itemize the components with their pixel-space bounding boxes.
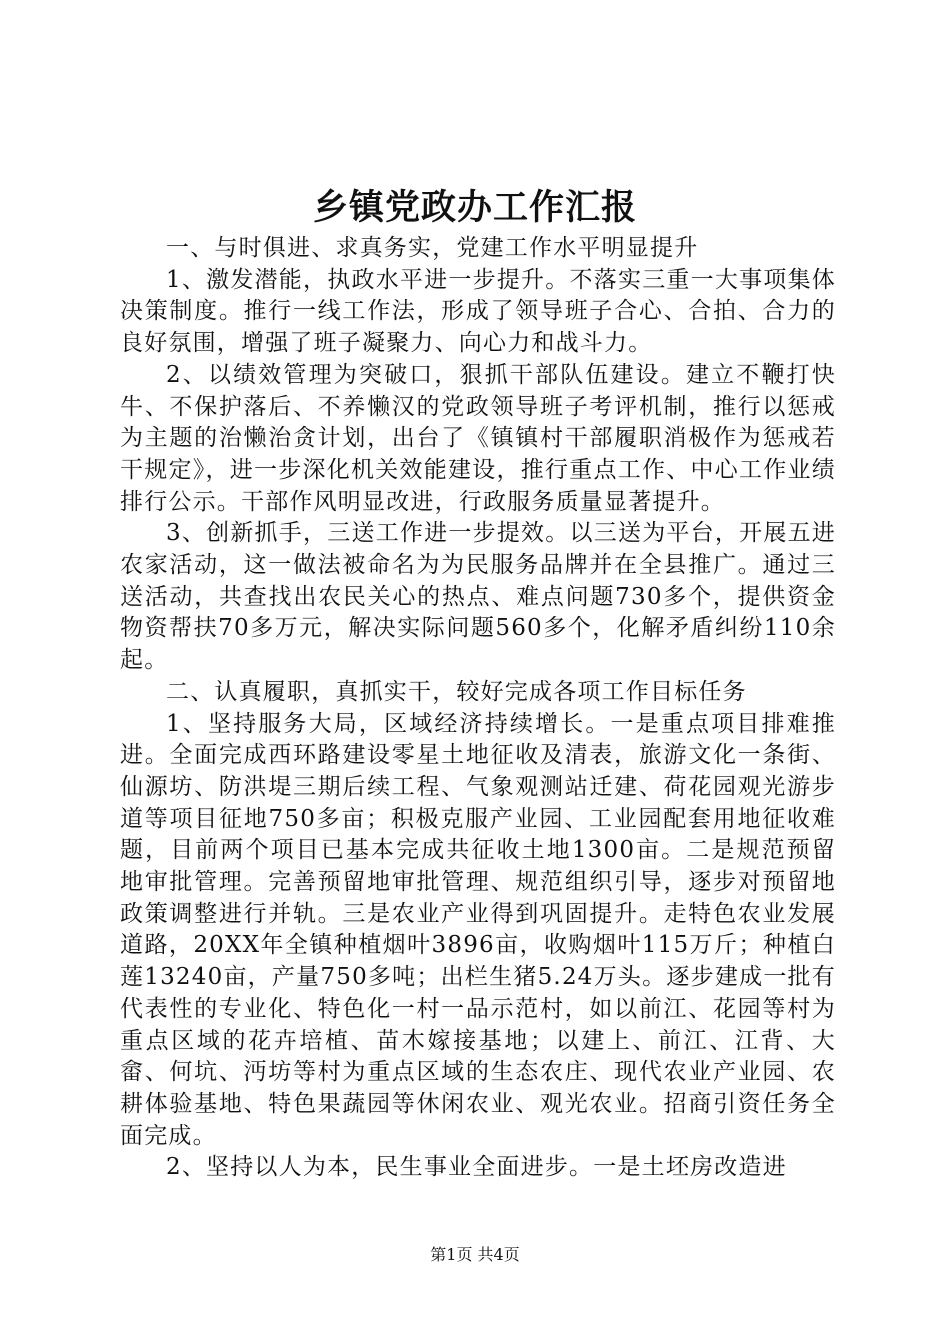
section-heading-1: 一、与时俱进、求真务实，党建工作水平明显提升 (166, 235, 699, 261)
paragraph: 2、以绩效管理为突破口，狠抓干部队伍建设。建立不鞭打快牛、不保护落后、不养懒汉的党政领导班子考评机制，推行以惩戒为主题的治懒治贪计划，出台了《镇镇村干部履职消极作为惩戒若干规定》，进一步深化机关效能建设，推行重点工作、中心工作业绩排行公示。干部作风明显改进，行政服务质量显著提升。 (120, 361, 836, 515)
paragraph: 1、激发潜能，执政水平进一步提升。不落实三重一大事项集体决策制度。推行一线工作法，形成了领导班子合心、合拍、合力的良好氛围，增强了班子凝聚力、向心力和战斗力。 (120, 266, 836, 357)
paragraph: 3、创新抓手，三送工作进一步提效。以三送为平台，开展五进农家活动，这一做法被命名为为民服务品牌并在全县推广。通过三送活动，共查找出农民关心的热点、难点问题730多个，提供资金物资帮扶70多万元，解决实际问题560多个，化解矛盾纠纷110余起。 (120, 520, 836, 674)
paragraph: 1、坚持服务大局，区域经济持续增长。一是重点项目排难推进。全面完成西环路建设零星土地征收及清表，旅游文化一条街、仙源坊、防洪堤三期后续工程、气象观测站迁建、荷花园观光游步道等项目征地750多亩；积极克服产业园、工业园配套用地征收难题，目前两个项目已基本完成共征收土地1300亩。二是规范预留地审批管理。完善预留地审批管理、规范组织引导，逐步对预留地政策调整进行并轨。三是农业产业得到巩固提升。走特色农业发展道路，20XX年全镇种植烟叶3896亩，收购烟叶115万斤；种植白莲13240亩，产量750多吨；出栏生猪5.24万头。逐步建成一批有代表性的专业化、特色化一村一品示范村，如以前江、花园等村为重点区域的花卉培植、苗木嫁接基地；以建上、前江、江背、大畲、何坑、沔坊等村为重点区域的生态农庄、现代农业产业园、农耕体验基地、特色果蔬园等休闲农业、观光农业。招商引资任务全面完成。 (120, 710, 836, 1149)
document-body (120, 233, 836, 1184)
document-title: 乡镇党政办工作汇报 (312, 187, 637, 228)
section-heading-2: 二、认真履职，真抓实干，较好完成各项工作目标任务 (166, 678, 747, 705)
page-footer: 第1页 共4页 (430, 1245, 520, 1264)
paragraph: 2、坚持以人为本，民生事业全面进步。一是土坯房改造进 (166, 1154, 787, 1181)
